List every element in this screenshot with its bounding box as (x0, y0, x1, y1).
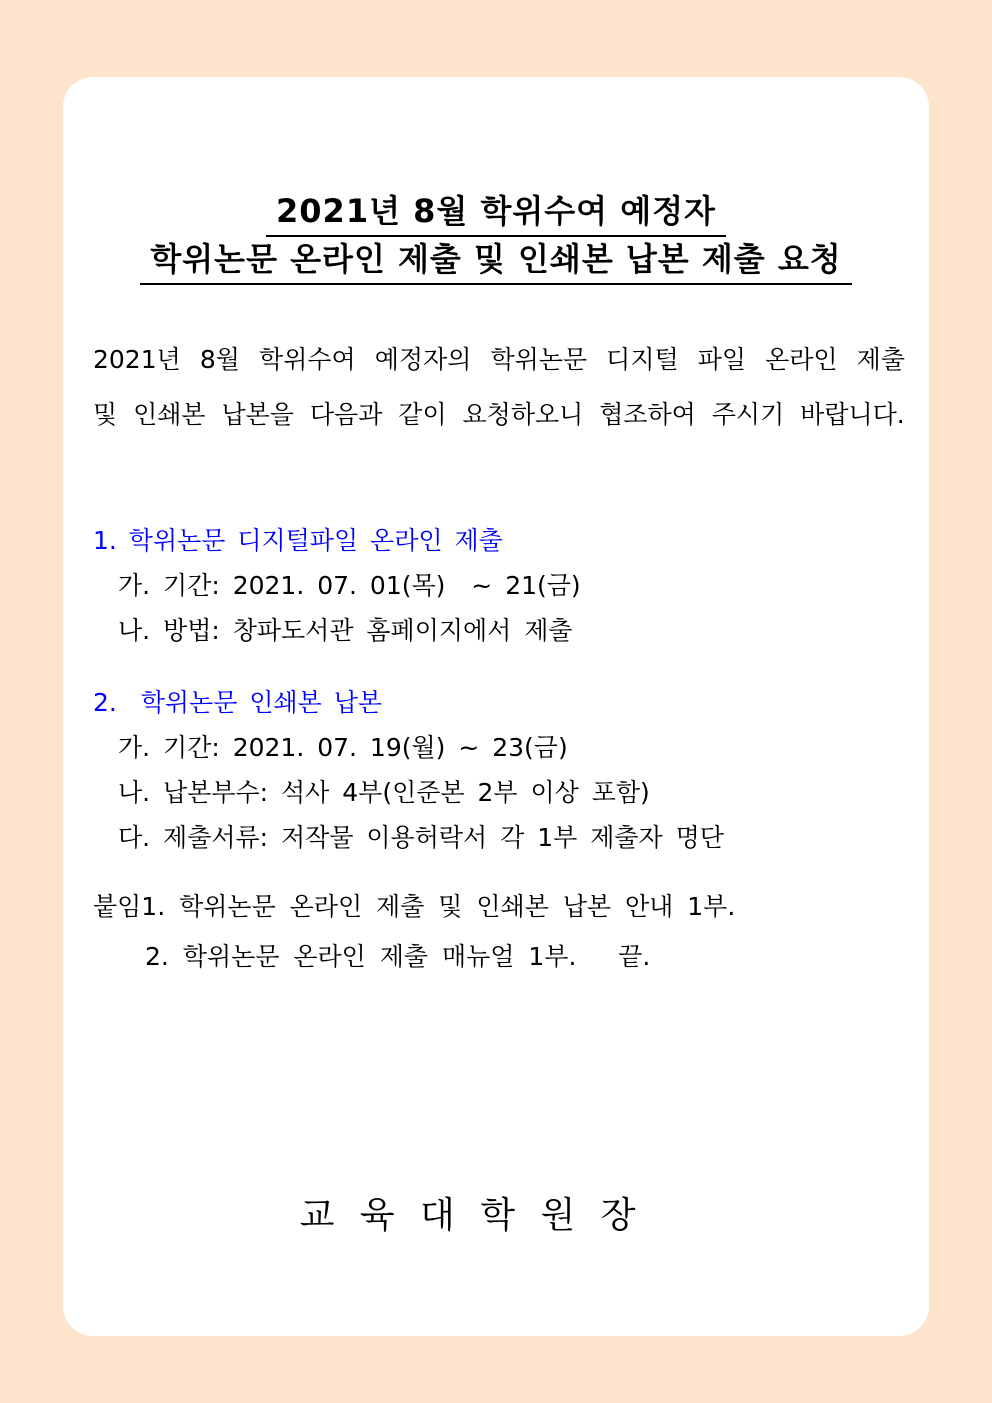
section-1-item-method: 나. 방법: 창파도서관 홈페이지에서 제출 (118, 616, 573, 645)
section-2-item-period: 가. 기간: 2021. 07. 19(월) ~ 23(금) (118, 733, 568, 762)
section-2-item-documents: 다. 제출서류: 저작물 이용허락서 각 1부 제출자 명단 (118, 823, 724, 852)
title-line-1: 2021년 8월 학위수여 예정자 (266, 191, 726, 237)
section-1-item-period: 가. 기간: 2021. 07. 01(목) ~ 21(금) (118, 571, 581, 600)
section-2-item-copies: 나. 납본부수: 석사 4부(인준본 2부 이상 포함) (118, 778, 650, 807)
section-print-deposit (93, 680, 905, 860)
attachment-line-1: 붙임1. 학위논문 온라인 제출 및 인쇄본 납본 안내 1부. (93, 892, 736, 921)
section-online-submission (93, 518, 905, 653)
title-line-2-row (63, 239, 929, 285)
intro-paragraph: 2021년 8월 학위수여 예정자의 학위논문 디지털 파일 온라인 제출 및 인쇄본 납본을 다음과 같이 요청하오니 협조하여 주시기 바랍니다. (93, 345, 905, 429)
attachment-line-2: 2. 학위논문 온라인 제출 매뉴얼 1부. 끝. (145, 942, 651, 971)
attachments (93, 882, 905, 982)
title-line-1-row (63, 191, 929, 237)
title-line-2: 학위논문 온라인 제출 및 인쇄본 납본 제출 요청 (140, 239, 851, 285)
document-title (63, 191, 929, 287)
document-sheet (63, 77, 929, 1336)
section-1-heading: 1. 학위논문 디지털파일 온라인 제출 (93, 526, 503, 555)
signature-graduate-school-dean: 교 육 대 학 원 장 (299, 1195, 638, 1236)
section-2-heading: 2. 학위논문 인쇄본 납본 (93, 688, 382, 717)
